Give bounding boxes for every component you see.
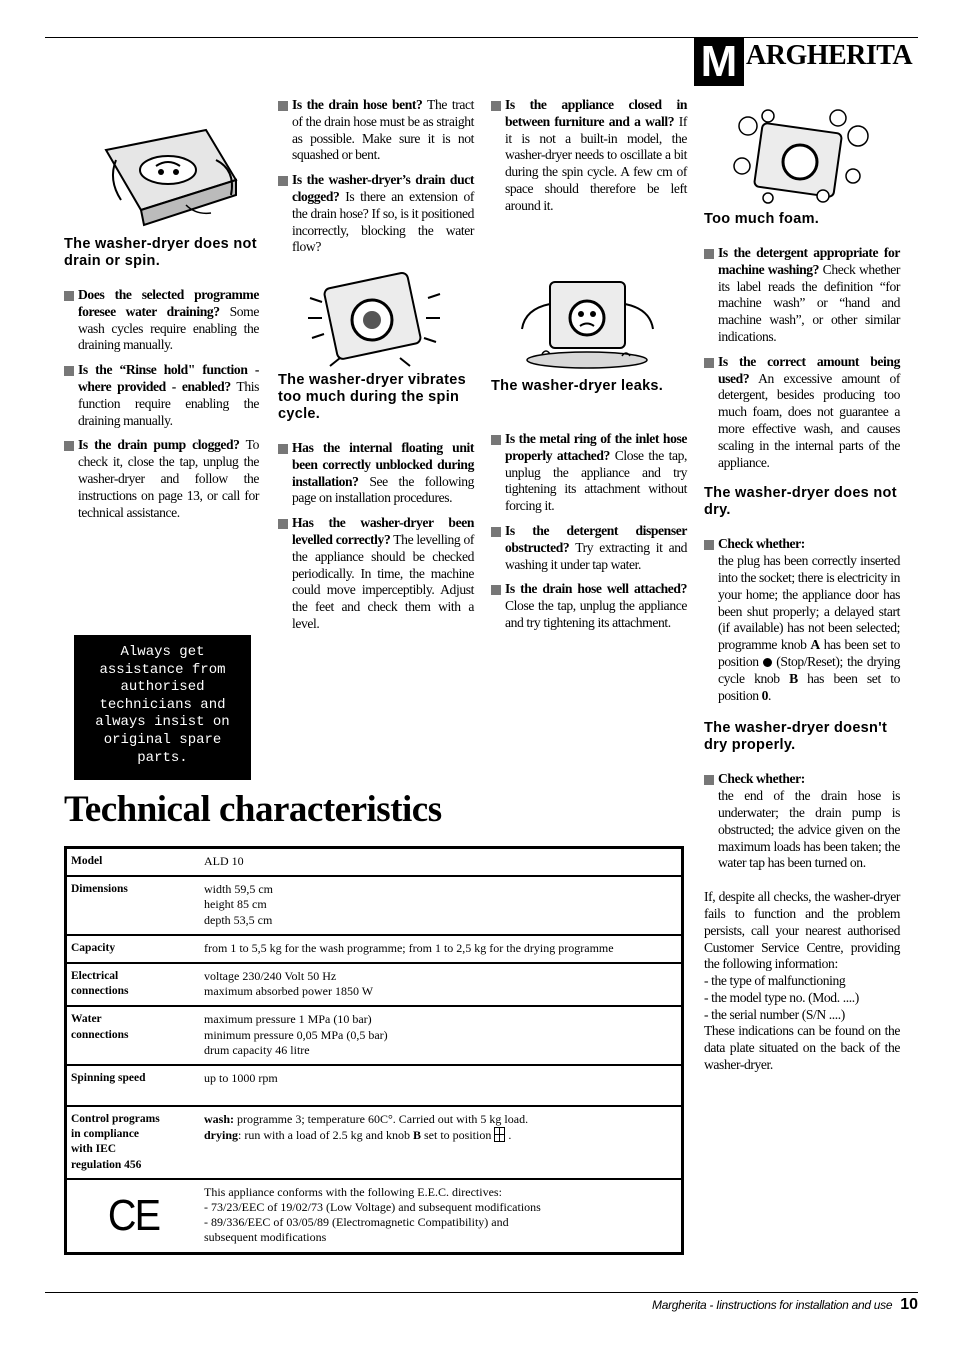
tip-detergent-amount: Is the correct amount being used? An excessive amount of detergent, besides producing too much foam, does not guarantee a more effective wash, and causes scaling in the internal parts of the appliance.: [704, 354, 900, 472]
tip-drain-hose-bent: Is the drain hose bent? The tract of the drain hose must be as straight as possible. Make sure it is not squashed or bent.: [278, 97, 474, 164]
final-list-item: - the type of malfunctioning: [704, 973, 846, 989]
tip-rinse-hold: Is the “Rinse hold" function -where provided - enabled? This function require enabling the draining manually.: [64, 362, 259, 429]
washer-leaking-illustration: [512, 274, 662, 372]
bottom-rule: [45, 1292, 918, 1293]
tech-title: Technical characteristics: [64, 789, 442, 830]
spec-table: [64, 846, 684, 1255]
tip-drain-duct: Is the washer-dryer’s drain duct clogged? Is there an extension of the drain hose? If so, is it positioned incorrectly, blocking the water flow?: [278, 172, 474, 256]
spec-row-spin: Spinning speed up to 1000 rpm: [67, 1064, 681, 1105]
spec-row-dimensions: Dimensions width 59,5 cm height 85 cm depth 53,5 cm: [67, 875, 681, 934]
column-foam-dry: [704, 211, 900, 1074]
tip-levelled: Has the washer-dryer been levelled correctly? The levelling of the appliance should be checked periodically. In time, the machine could move imperceptibly. Adjust the feet and check them with a level.: [278, 515, 474, 633]
assistance-notice: Always get assistance from authorised technicians and always insist on original spare parts.: [74, 635, 251, 780]
spec-row-water: Water connections maximum pressure 1 MPa (10 bar) minimum pressure 0,05 MPa (0,5 bar) drum capacity 46 litre: [67, 1005, 681, 1064]
brand-name: ARGHERITA: [746, 40, 913, 71]
heading-not-dry-properly: The washer-dryer doesn't dry properly.: [704, 720, 888, 754]
heading-foam: Too much foam.: [704, 211, 820, 227]
final-list-item: - the serial number (S/N ....): [704, 1006, 845, 1022]
page-number: 10: [900, 1296, 918, 1313]
spec-row-model: Model ALD 10: [71, 854, 244, 868]
tip-closed-in: Is the appliance closed in between furniture and a wall? If it is not a built-in model, the washer-dryer needs to oscillate a bit during the spin cycle. A few cm of space should therefore be left around it.: [491, 97, 687, 215]
tip-drain-pump: Is the drain pump clogged? To check it, close the tap, unplug the washer-dryer and follow the instructions on page 13, or call for technical assistance.: [64, 437, 259, 521]
page-footer: [652, 1296, 918, 1314]
column-leaks: [491, 378, 687, 640]
tip-hose-attached: Is the drain hose well attached? Close the tap, unplug the appliance and try tightening its attachment.: [491, 581, 687, 631]
tip-dispenser: Is the detergent dispenser obstructed? Try extracting it and washing it under tap water.: [491, 523, 687, 573]
column-no-drain: [64, 236, 259, 529]
tip-metal-ring: Is the metal ring of the inlet hose properly attached? Close the tap, unplug the appliance and try tightening its attachment without forcing it.: [491, 431, 687, 515]
washer-vibrating-illustration: [300, 268, 450, 368]
heading-not-dry: The washer-dryer does not dry.: [704, 485, 897, 519]
heading-leaks: The washer-dryer leaks.: [491, 378, 664, 394]
spec-row-capacity: Capacity from 1 to 5,5 kg for the wash programme; from 1 to 2,5 kg for the drying programme: [67, 934, 681, 962]
spec-row-ce: CE This appliance conforms with the following E.E.C. directives: - 73/23/EEC of 19/02/73 (Low Voltage) and subsequent modifications - 89/336/EEC of 03/05/89 (Electromagnetic Compatibility) and subsequent modifications: [67, 1178, 681, 1252]
tip-floating-unit: Has the internal floating unit been correctly unblocked during installation? See the following page on installation procedures.: [278, 440, 474, 507]
column-appliance-closed: [491, 97, 687, 223]
final-outro: These indications can be found on the data plate situated on the back of the washer-dryer.: [704, 1023, 900, 1073]
stop-position-icon: [763, 658, 772, 667]
tip-detergent-appropriate: Is the detergent appropriate for machine washing? Check whether its label reads the definition “for machine wash” or “hand and machine wash”, or other similar indications.: [704, 245, 900, 346]
washer-no-drain-illustration: [96, 120, 246, 232]
brand-logo: [694, 38, 912, 86]
brand-initial: M: [694, 38, 744, 86]
spec-row-control: Control programs in compliance with IEC regulation 456 wash: programme 3; temperature 60C°. Carried out with 5 kg load. drying: run with a load of 2.5 kg and knob B set to position .: [67, 1105, 681, 1178]
final-advice: [704, 889, 900, 1074]
column-drain-hose: [278, 97, 474, 264]
heading-no-drain: The washer-dryer does not drain or spin.: [64, 236, 257, 269]
heading-vibration: The washer-dryer vibrates too much during the spin cycle.: [278, 372, 467, 422]
footer-title: Margherita - Iinstructions for installation and use: [652, 1298, 893, 1312]
tip-programme-draining: Does the selected programme foresee water draining? Some wash cycles require enabling the draining manually.: [64, 287, 259, 354]
tip-check-dry-properly: Check whether: the end of the drain hose is underwater; the drain pump is obstructed; the advice given on the maximum loads has been taken; the water tap has been turned on.: [704, 771, 900, 872]
column-vibration: [278, 372, 474, 641]
ce-mark: CE: [107, 1190, 160, 1240]
final-intro: If, despite all checks, the washer-dryer fails to function and the problem persists, call your nearest authorised Customer Service Centre, providing the following information:: [704, 889, 900, 972]
drying-position-icon: [494, 1127, 505, 1142]
washer-foam-illustration: [728, 106, 878, 206]
spec-row-electrical: Electrical connections voltage 230/240 Volt 50 Hz maximum absorbed power 1850 W: [67, 962, 681, 1005]
tip-check-not-dry: Check whether: the plug has been correctly inserted into the socket; there is electricity in your home; the appliance door has been shut properly; a delayed start (if available) has not been selected; programme knob A has been set to position (Stop/Reset); the drying cycle knob B has been set to position 0.: [704, 536, 900, 704]
final-list-item: - the model type no. (Mod. ....): [704, 989, 859, 1005]
